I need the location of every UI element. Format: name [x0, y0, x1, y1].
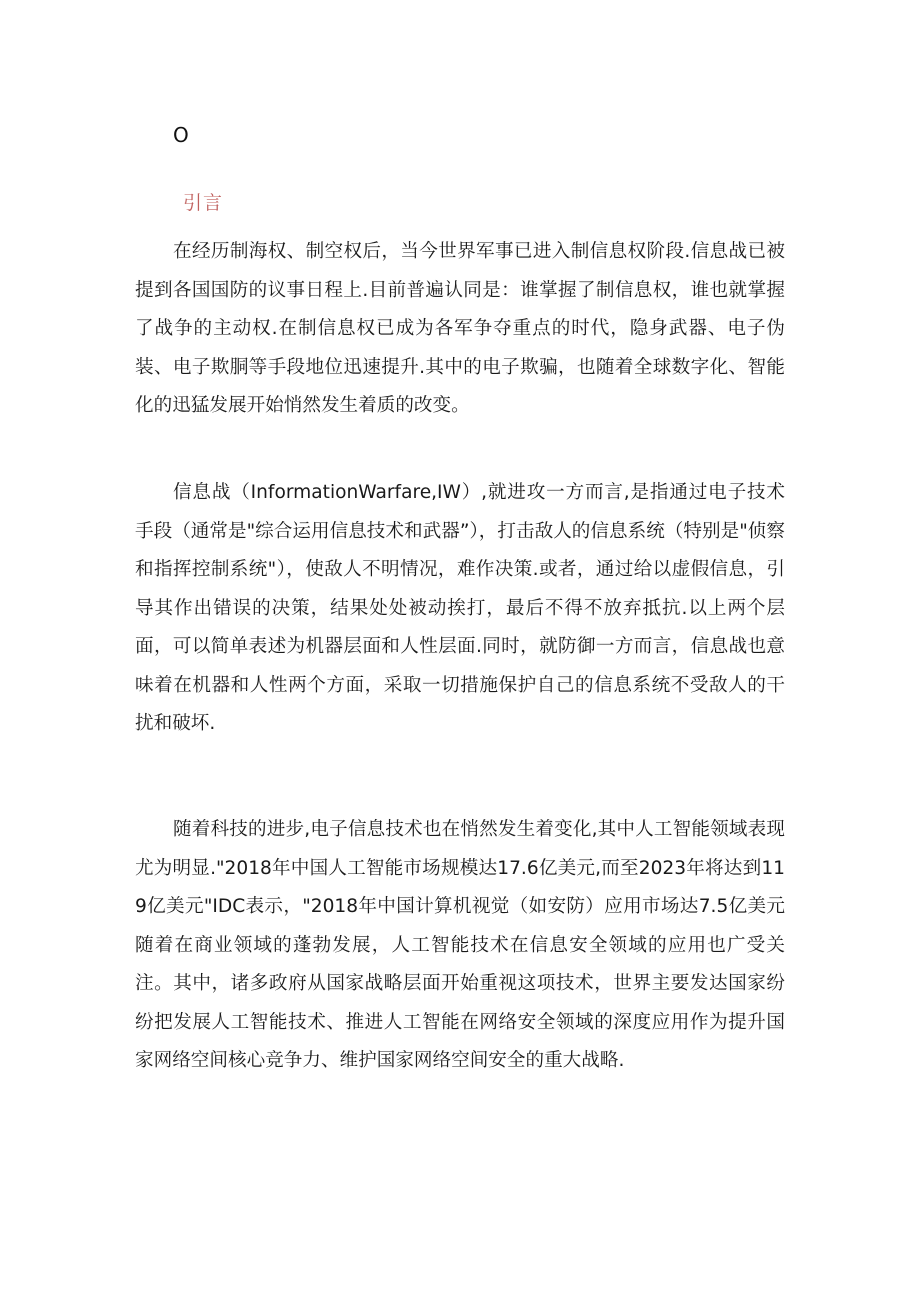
paragraph-2: 信息战（InformationWarfare,IW）,就进攻一方而言,是指通过电子技术手段（通常是"综合运用信息技术和武器”），打击敌人的信息系统（特别是"侦察和指挥控制系统"），使敌人不明情况，难作决策.或者，通过给以虚假信息，引导其作出错误的决策，结果处处被动挨打，最后不得不放弃抵抗.以上两个层面，可以简单表述为机器层面和人性层面.同时，就防御一方而言，信息战也意味着在机器和人性两个方面，采取一切措施保护自己的信息系统不受敌人的干扰和破坏. [135, 482, 785, 734]
section-marker: O [173, 123, 189, 147]
paragraph-3: 随着科技的进步,电子信息技术也在悄然发生着变化,其中人工智能领域表现尤为明显."2018年中国人工智能市场规模达17.6亿美元,而至2023年将达到119亿美元"IDC表示，"2018年中国计算机视觉（如安防）应用市场达7.5亿美元随着在商业领域的蓬勃发展，人工智能技术在信息安全领域的应用也广受关注。其中，诸多政府从国家战略层面开始重视这项技术，世界主要发达国家纷纷把发展人工智能技术、推进人工智能在网络安全领域的深度应用作为提升国家网络空间核心竞争力、维护国家网络空间安全的重大战略. [135, 819, 785, 1071]
section-heading: 引言 [183, 192, 224, 214]
paragraph-1: 在经历制海权、制空权后，当今世界军事已进入制信息权阶段.信息战已被提到各国国防的议事日程上.目前普遍认同是：谁掌握了制信息权，谁也就掌握了战争的主动权.在制信息权已成为各军争夺重点的时代，隐身武器、电子伪装、电子欺胴等手段地位迅速提升.其中的电子欺骗，也随着全球数字化、智能化的迅猛发展开始悄然发生着质的改变。 [135, 241, 785, 416]
